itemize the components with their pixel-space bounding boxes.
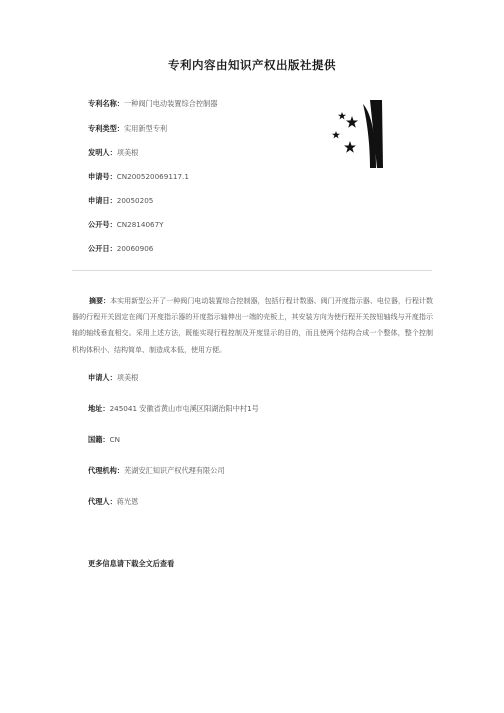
meta-application-date: 申请日：20050205 (88, 196, 154, 205)
detail-agent: 代理人：蒋光恩 (88, 497, 139, 506)
meta-publication-date: 公开日：20060906 (88, 244, 154, 253)
patent-office-emblem-icon (330, 92, 410, 172)
meta-application-number: 申请号：CN200520069117.1 (88, 172, 189, 181)
meta-inventor: 发明人：项美根 (88, 148, 139, 157)
detail-address: 地址：245041 安徽省黄山市屯溪区阳湖治阳中村1号 (88, 404, 259, 413)
detail-nationality: 国籍：CN (88, 435, 120, 444)
meta-patent-name: 专利名称：一种阀门电动装置综合控制器 (88, 99, 218, 108)
meta-patent-type: 专利类型：实用新型专利 (88, 124, 168, 133)
download-more-link[interactable]: 更多信息请下载全文后查看 (88, 559, 175, 568)
section-divider (72, 270, 432, 271)
meta-publication-number: 公开号：CN2814067Y (88, 220, 164, 229)
detail-applicant: 申请人：项美根 (88, 373, 139, 382)
page-title: 专利内容由知识产权出版社提供 (168, 58, 336, 72)
abstract-paragraph: 摘要：本实用新型公开了一种阀门电动装置综合控制器，包括行程计数器、阀门开度指示器、电位器，行程计数器的行程开关固定在阀门开度指示器的开度指示轴伸出一端的壳板上，其安装方向为使行程开关按钮轴线与开度指示轴的轴线垂直相交。采用上述方法，既能实现行程控制及开度显示的目的，而且使两个结构合成一个整体，整个控制机构体积小、结构简单、制造成本低，使用方便。 (72, 297, 433, 354)
detail-agency: 代理机构：芜湖安汇知识产权代理有限公司 (88, 466, 225, 475)
